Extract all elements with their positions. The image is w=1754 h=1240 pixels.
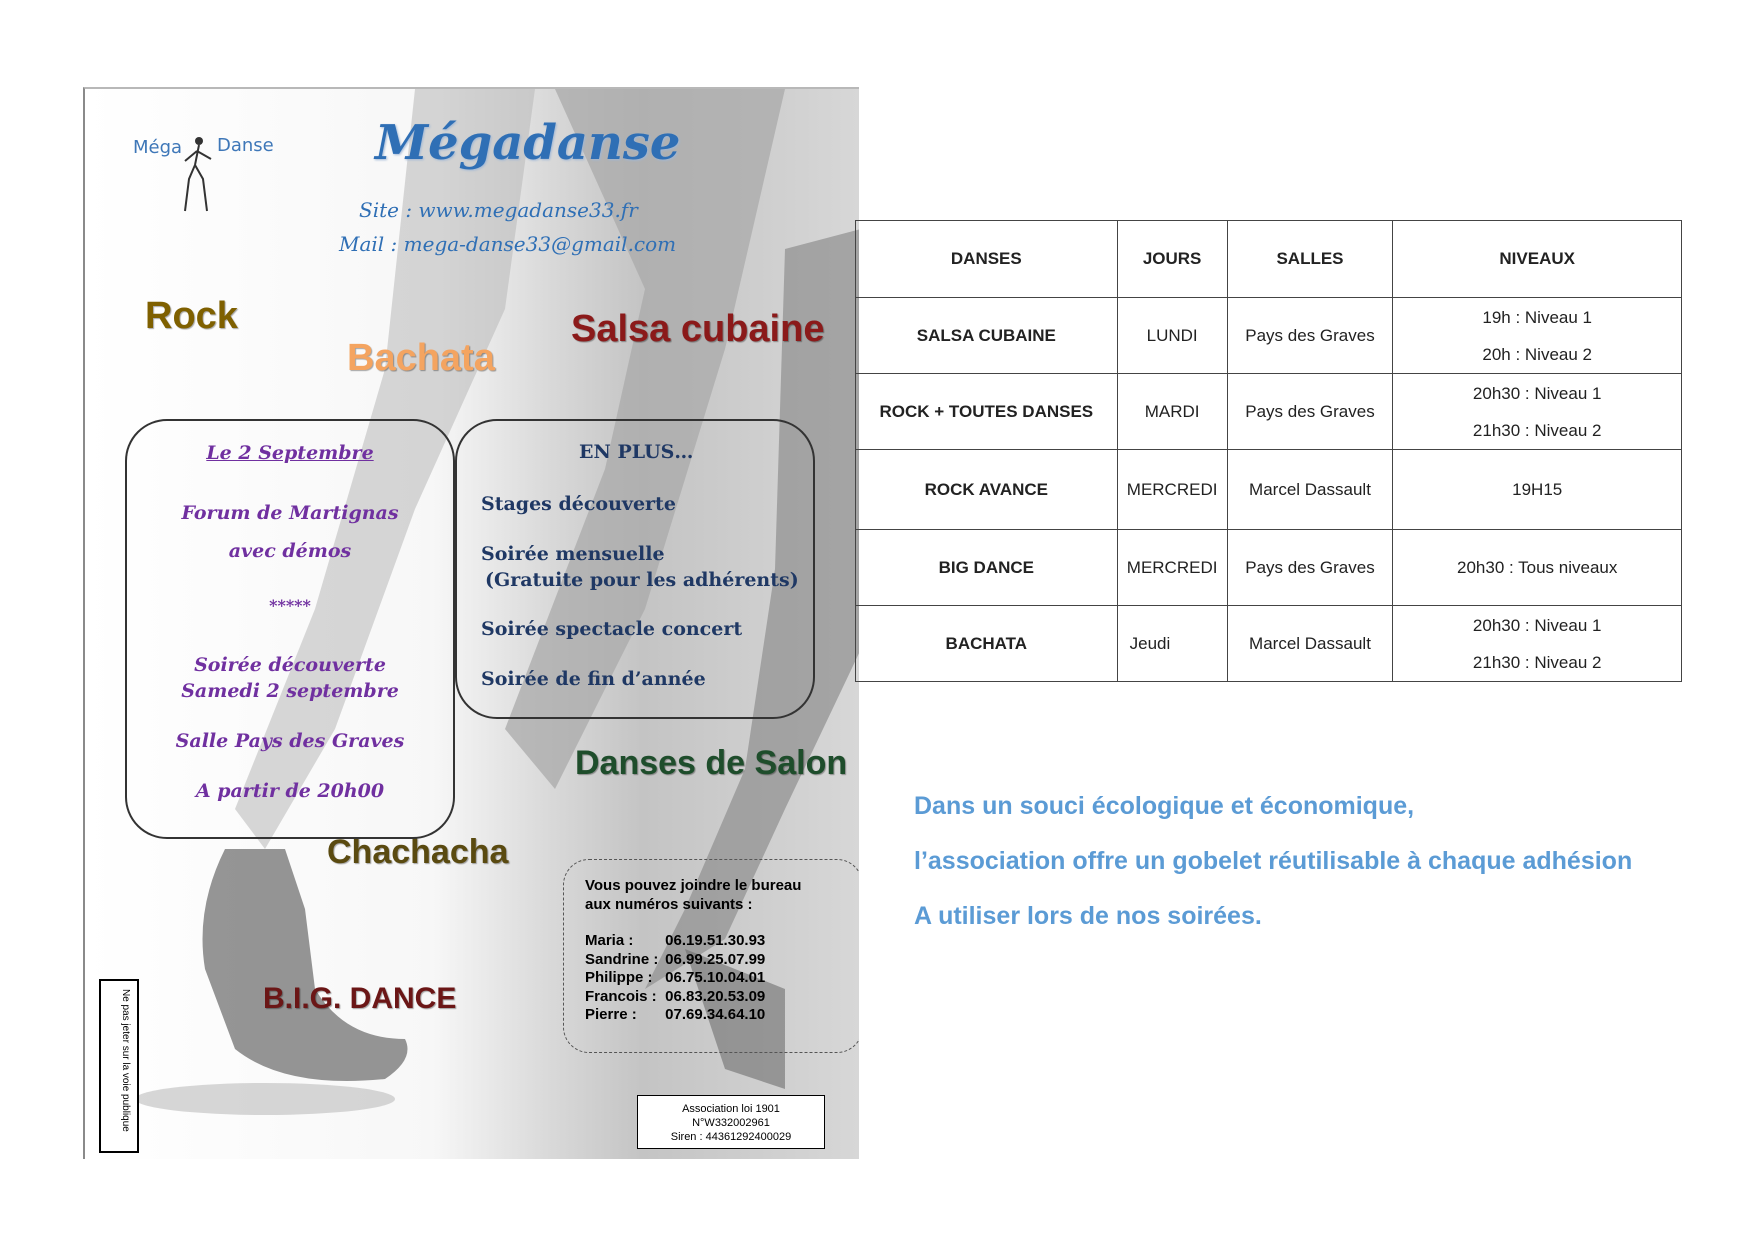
association-line2: N°W332002961	[692, 1117, 770, 1129]
niveau-line: 20h : Niveau 2	[1482, 344, 1593, 364]
niveau-line: 21h30 : Niveau 2	[1472, 652, 1602, 672]
table-row	[856, 530, 1682, 606]
extras-item-gratuite: (Gratuite pour les adhérents)	[485, 569, 799, 591]
table-header-row	[856, 221, 1682, 298]
extras-item-spectacle: Soirée spectacle concert	[481, 618, 743, 640]
cell-danse: BACHATA	[856, 606, 1118, 682]
contact-row	[585, 1006, 801, 1025]
dancer-couple-icon	[177, 135, 217, 213]
contact-name: Francois :	[585, 987, 657, 1005]
brand-title: Mégadanse	[375, 115, 681, 171]
extras-title: EN PLUS…	[579, 441, 694, 463]
header-danses: DANSES	[856, 221, 1118, 298]
association-line3: Siren : 44361292400029	[670, 1131, 792, 1143]
header-niveaux: NIVEAUX	[1393, 221, 1682, 298]
header-jours: JOURS	[1117, 221, 1227, 298]
dance-bachata: Bachata	[347, 337, 495, 379]
schedule-table	[855, 220, 1682, 682]
cell-jour: MERCREDI	[1117, 530, 1227, 606]
contact-name: Maria :	[585, 932, 634, 949]
niveau-line: 19H15	[1512, 479, 1563, 499]
event-soiree-line1: Soirée découverte	[194, 654, 386, 676]
cell-danse: ROCK AVANCE	[856, 450, 1118, 530]
table-row	[856, 606, 1682, 682]
contact-row	[585, 988, 801, 1007]
cell-danse: ROCK + TOUTES DANSES	[856, 374, 1118, 450]
contact-phone: 06.19.51.30.93	[665, 932, 766, 949]
extras-item-soiree-mensuelle: Soirée mensuelle	[481, 543, 665, 565]
cell-niveaux	[1393, 298, 1682, 374]
contacts-panel	[585, 877, 801, 1025]
cell-niveaux	[1393, 606, 1682, 682]
table-row	[856, 374, 1682, 450]
dance-big-dance: B.I.G. DANCE	[263, 982, 457, 1015]
vertical-note: Ne pas jeter sur la voie publique	[120, 989, 131, 1132]
cell-salle: Marcel Dassault	[1227, 450, 1393, 530]
dance-chachacha: Chachacha	[327, 833, 509, 871]
contacts-intro-line1: Vous pouvez joindre le bureau	[585, 877, 802, 894]
cell-danse: SALSA CUBAINE	[856, 298, 1118, 374]
logo-text-left: Méga	[133, 137, 183, 158]
cell-jour: MARDI	[1117, 374, 1227, 450]
cell-niveaux	[1393, 530, 1682, 606]
contact-row	[585, 969, 801, 988]
contact-row	[585, 951, 801, 970]
association-box	[637, 1095, 825, 1149]
contact-name: Pierre :	[585, 1006, 637, 1023]
cell-niveaux	[1393, 374, 1682, 450]
cell-salle: Pays des Graves	[1227, 298, 1393, 374]
contact-name: Philippe :	[585, 969, 653, 986]
contact-phone: 06.83.20.53.09	[665, 987, 766, 1005]
association-line1: Association loi 1901	[682, 1103, 780, 1115]
event-time: A partir de 20h00	[195, 780, 385, 802]
eco-message-line3: A utiliser lors de nos soirées.	[914, 902, 1262, 930]
cell-jour: LUNDI	[1117, 298, 1227, 374]
extras-item-stages: Stages découverte	[481, 493, 676, 515]
contact-phone: 06.75.10.04.01	[665, 969, 766, 986]
contact-name: Sandrine :	[585, 950, 659, 968]
event-date: Le 2 Septembre	[206, 442, 374, 464]
cell-danse: BIG DANCE	[856, 530, 1118, 606]
niveau-line: 19h : Niveau 1	[1482, 307, 1593, 327]
eco-message-line2: l’association offre un gobelet réutilisable à chaque adhésion	[914, 847, 1633, 875]
contact-phone: 07.69.34.64.10	[665, 1006, 766, 1023]
niveau-line: 20h30 : Niveau 1	[1472, 383, 1602, 403]
cell-jour: Jeudi	[1117, 606, 1227, 682]
logo-text-right: Danse	[217, 135, 274, 156]
dance-rock: Rock	[145, 295, 238, 337]
cell-salle: Pays des Graves	[1227, 374, 1393, 450]
email-address: Mail : mega-danse33@gmail.com	[339, 232, 677, 256]
dance-salsa-cubaine: Salsa cubaine	[571, 308, 825, 350]
niveau-line: 20h30 : Tous niveaux	[1457, 557, 1618, 577]
extras-item-fin-annee: Soirée de fin d’année	[481, 668, 706, 690]
cell-salle: Pays des Graves	[1227, 530, 1393, 606]
dance-salon: Danses de Salon	[575, 744, 848, 782]
header-salles: SALLES	[1227, 221, 1393, 298]
vertical-note-box	[99, 979, 139, 1153]
cell-jour: MERCREDI	[1117, 450, 1227, 530]
event-venue: Salle Pays des Graves	[175, 730, 405, 752]
event-stars: *****	[269, 596, 311, 615]
contacts-intro-line2: aux numéros suivants :	[585, 895, 753, 913]
table-row	[856, 298, 1682, 374]
cell-salle: Marcel Dassault	[1227, 606, 1393, 682]
table-row	[856, 450, 1682, 530]
flyer	[83, 87, 859, 1159]
event-forum-line1: Forum de Martignas	[181, 502, 399, 524]
site-url: Site : www.megadanse33.fr	[359, 198, 638, 222]
event-forum-line2: avec démos	[228, 540, 352, 562]
niveau-line: 20h30 : Niveau 1	[1472, 615, 1602, 635]
contact-phone: 06.99.25.07.99	[665, 950, 766, 968]
contact-row	[585, 932, 801, 951]
niveau-line: 21h30 : Niveau 2	[1472, 420, 1602, 440]
eco-message-line1: Dans un souci écologique et économique,	[914, 792, 1415, 820]
cell-niveaux	[1393, 450, 1682, 530]
event-box	[125, 419, 455, 839]
event-soiree-line2: Samedi 2 septembre	[181, 680, 399, 702]
